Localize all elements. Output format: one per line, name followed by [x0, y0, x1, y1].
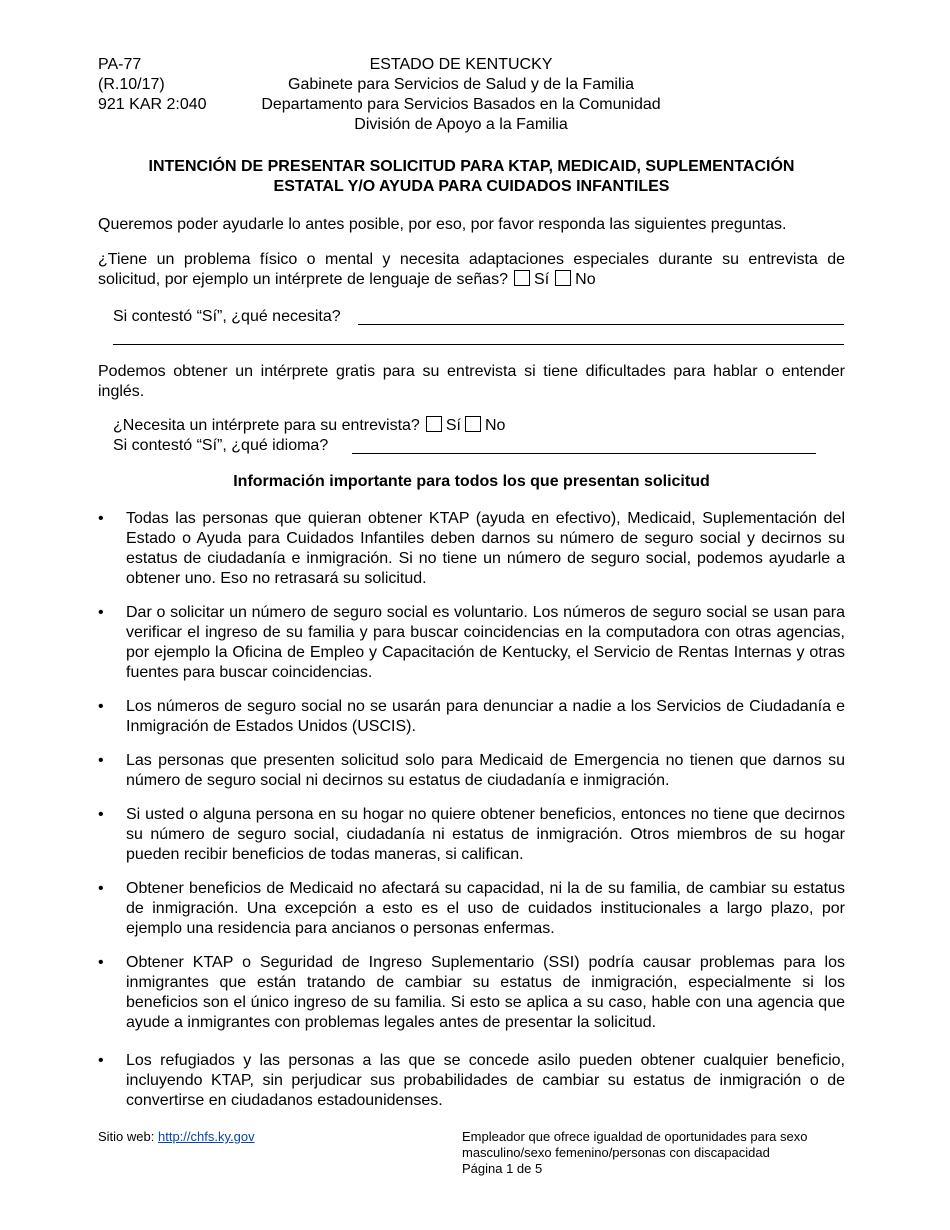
title-line-1: INTENCIÓN DE PRESENTAR SOLICITUD PARA KTAP, MEDICAID, SUPLEMENTACIÓN: [148, 158, 795, 175]
page-number: Página 1 de 5: [462, 1161, 543, 1176]
bullet-icon: •: [98, 806, 104, 823]
accommodations-answer-field-line-2[interactable]: [113, 328, 844, 345]
list-item: • Obtener KTAP o Seguridad de Ingreso Suplementario (SSI) podría causar problemas para los inmigrantes que están tratando de cambiar su estatus de inmigración, especialmente si los beneficios son el único ingreso de su familia. Si esto se aplica a su caso, hable con una agencia que ayude a inmigrantes con problemas legales antes de presentar la solicitud.: [98, 954, 845, 1031]
accommodations-answer-field[interactable]: [358, 308, 844, 325]
accommodations-followup-label: Si contestó “Sí”, ¿qué necesita?: [113, 308, 341, 325]
department-name: Departamento para Servicios Basados en la Comunidad: [261, 96, 661, 113]
bullet-icon: •: [98, 510, 104, 527]
accommodations-yes-label: Sí: [534, 271, 550, 288]
form-regulation: 921 KAR 2:040: [98, 96, 207, 113]
agency-header: [235, 55, 687, 135]
accommodations-yes-checkbox[interactable]: [514, 270, 530, 286]
question-accommodations: [98, 250, 845, 290]
footer-employer: [462, 1129, 852, 1177]
employer-statement-line-1: Empleador que ofrece igualdad de oportunidades para sexo: [462, 1129, 808, 1144]
interpreter-yes-label: Sí: [445, 417, 461, 434]
list-item: • Los refugiados y las personas a las que se concede asilo pueden obtener cualquier beneficio, incluyendo KTAP, sin perjudicar sus probabilidades de cambiar su estatus de inmigración o de convertirse en ciudadanos estadounidenses.: [98, 1052, 845, 1109]
interpreter-yes-checkbox[interactable]: [426, 416, 442, 432]
list-item: • Obtener beneficios de Medicaid no afectará su capacidad, ni la de su familia, de cambiar su estatus de inmigración. Una excepción a esto es el uso de cuidados institucionales a largo plazo, por ejemplo una residencia para ancianos o personas enfermas.: [98, 880, 845, 937]
accommodations-followup: [113, 307, 341, 327]
website-link[interactable]: http://chfs.ky.gov: [158, 1129, 255, 1144]
title-line-2: ESTATAL Y/O AYUDA PARA CUIDADOS INFANTILES: [273, 178, 670, 195]
bullet-icon: •: [98, 954, 104, 971]
question-interpreter: [113, 416, 505, 436]
bullet-icon: •: [98, 752, 104, 769]
bullet-icon: •: [98, 604, 104, 621]
employer-statement-line-2: masculino/sexo femenino/personas con discapacidad: [462, 1145, 770, 1160]
important-info-list: [98, 509, 845, 1111]
interpreter-info: Podemos obtener un intérprete gratis para su entrevista si tiene dificultades para hablar o entender inglés.: [98, 363, 845, 400]
list-item: • Si usted o alguna persona en su hogar no quiere obtener beneficios, entonces no tiene que decirnos su número de seguro social, ciudadanía ni estatus de inmigración. Otros miembros de su hogar pueden recibir beneficios de todas maneras, si califican.: [98, 806, 845, 863]
footer-website: [98, 1129, 255, 1145]
form-revision: (R.10/17): [98, 76, 165, 93]
form-identifiers: [98, 55, 207, 115]
document-title: [98, 157, 845, 197]
list-item: • Todas las personas que quieran obtener KTAP (ayuda en efectivo), Medicaid, Suplementación del Estado o Ayuda para Cuidados Infantiles deben darnos su número de seguro social y decirnos su estatus de ciudadanía e inmigración. Si no tiene un número de seguro social, podemos ayudarle a obtener uno. Eso no retrasará su solicitud.: [98, 510, 845, 587]
intro-text: Queremos poder ayudarle lo antes posible, por eso, por favor responda las siguientes preguntas.: [98, 216, 787, 233]
list-item: • Los números de seguro social no se usarán para denunciar a nadie a los Servicios de Ciudadanía e Inmigración de Estados Unidos (USCIS).: [98, 698, 845, 735]
section-title: Información importante para todos los que presentan solicitud: [233, 473, 710, 490]
question-interpreter-text: ¿Necesita un intérprete para su entrevista?: [113, 417, 420, 434]
bullet-icon: •: [98, 1052, 104, 1069]
bullet-icon: •: [98, 880, 104, 897]
accommodations-no-label: No: [575, 271, 596, 288]
list-item: • Las personas que presenten solicitud solo para Medicaid de Emergencia no tienen que darnos su número de seguro social ni decirnos su estatus de ciudadanía e inmigración.: [98, 752, 845, 789]
interpreter-followup-label: Si contestó “Sí”, ¿qué idioma?: [113, 437, 329, 454]
list-item: • Dar o solicitar un número de seguro social es voluntario. Los números de seguro social se usan para verificar el ingreso de su familia y para buscar coincidencias en la computadora con otras agencias, por ejemplo la Oficina de Empleo y Capacitación de Kentucky, el Servicio de Rentas Internas y otras fuentes para buscar coincidencias.: [98, 604, 845, 681]
division-name: División de Apoyo a la Familia: [354, 116, 568, 133]
language-answer-field[interactable]: [352, 437, 816, 454]
question-accommodations-text: ¿Tiene un problema físico o mental y necesita adaptaciones especiales durante su entrevista de solicitud, por ejemplo un intérprete de lenguaje de señas?: [98, 251, 845, 288]
interpreter-followup: [113, 436, 328, 456]
interpreter-no-checkbox[interactable]: [465, 416, 481, 432]
cabinet-name: Gabinete para Servicios de Salud y de la Familia: [288, 76, 634, 93]
bullet-icon: •: [98, 698, 104, 715]
state-name: ESTADO DE KENTUCKY: [369, 56, 553, 73]
accommodations-no-checkbox[interactable]: [555, 270, 571, 286]
form-id: PA-77: [98, 56, 142, 73]
website-label: Sitio web:: [98, 1129, 155, 1144]
interpreter-no-label: No: [484, 417, 506, 434]
